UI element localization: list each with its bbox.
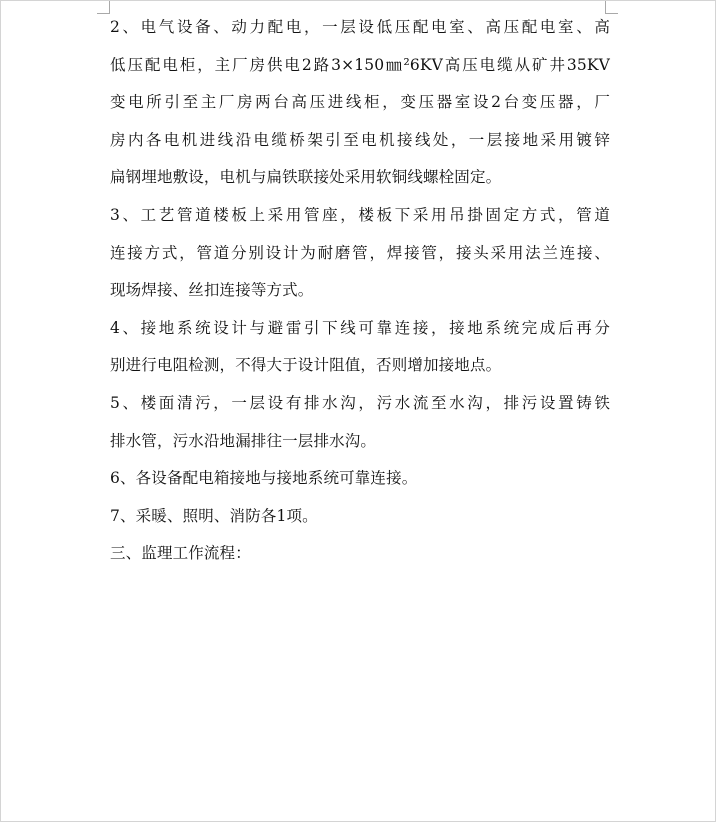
paragraph-distribution-box	[110, 460, 610, 498]
paragraph-piping	[110, 197, 610, 310]
text-line: 扁钢埋地敷设，电机与扁铁联接处采用软铜线螺栓固定。	[110, 168, 502, 187]
text-line: 7、采暖、照明、消防各1项。	[110, 506, 318, 525]
text-line: 6、各设备配电箱接地与接地系统可靠连接。	[110, 469, 418, 488]
paragraph-hvac	[110, 498, 610, 536]
text-line: 2、电气设备、动力配电，一层设低压配电室、高压配电室、高	[110, 18, 610, 36]
paragraph-electrical	[110, 9, 610, 197]
text-line: 3、工艺管道楼板上采用管座，楼板下采用吊掛固定方式，管道	[110, 205, 610, 224]
paragraph-drainage	[110, 385, 610, 460]
section-heading-workflow	[110, 535, 610, 573]
text-line: 低压配电柜，主厂房供电2路3×150㎜²6KV高压电缆从矿井35KV	[110, 55, 610, 74]
text-line: 排水管，污水沿地漏排往一层排水沟。	[110, 431, 377, 450]
margin-corner-top-left	[97, 1, 110, 14]
text-line: 5、楼面清污，一层设有排水沟，污水流至水沟，排污设置铸铁	[110, 393, 610, 412]
text-line: 别进行电阻检测，不得大于设计阻值，否则增加接地点。	[110, 356, 502, 375]
text-line: 变电所引至主厂房两台高压进线柜，变压器室设2台变压器，厂	[110, 93, 610, 112]
text-line: 三、监理工作流程：	[110, 544, 251, 563]
text-line: 现场焊接、丝扣连接等方式。	[110, 281, 314, 300]
text-line: 4、接地系统设计与避雷引下线可靠连接，接地系统完成后再分	[110, 318, 610, 337]
document-body	[110, 9, 610, 573]
text-line: 连接方式，管道分别设计为耐磨管，焊接管，接头采用法兰连接、	[110, 243, 610, 262]
paragraph-grounding	[110, 310, 610, 385]
text-line: 房内各电机进线沿电缆桥架引至电机接线处，一层接地采用镀锌	[110, 130, 610, 149]
